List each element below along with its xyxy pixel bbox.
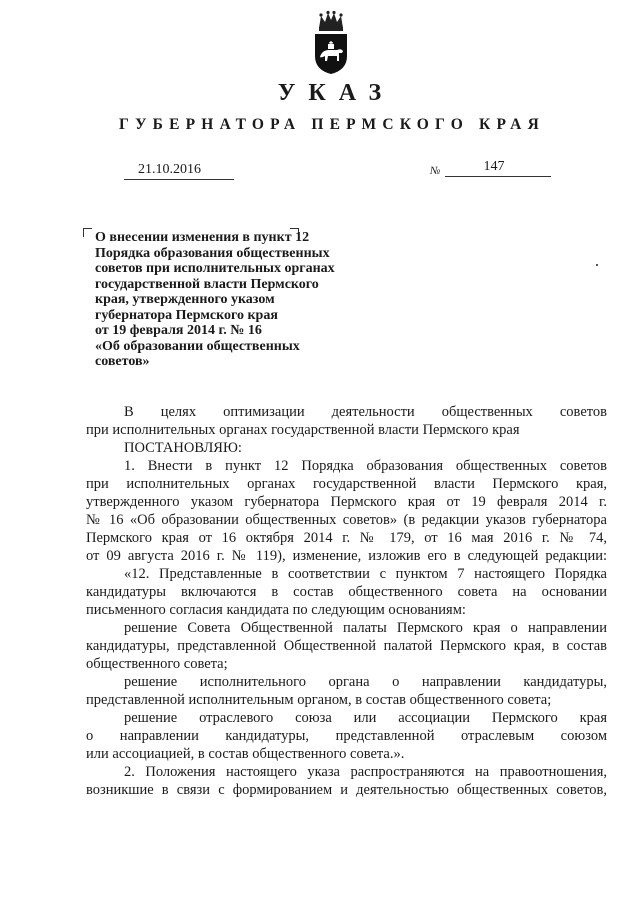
document-issuer: ГУБЕРНАТОРА ПЕРМСКОГО КРАЯ — [119, 116, 545, 133]
subject-line: края, утвержденного указом — [95, 292, 275, 307]
body-line: ПОСТАНОВЛЯЮ: — [124, 440, 242, 456]
subject-line: Порядка образования общественных — [95, 245, 330, 261]
body-line: решение отраслевого союза или ассоциации Пермского края — [124, 710, 607, 726]
subject-line: советов при исполнительных органах — [95, 261, 335, 276]
document-number: 147 — [445, 157, 551, 177]
body-line: утвержденного указом губернатора Пермского края от 19 февраля 2014 г. — [86, 494, 607, 510]
coat-of-arms-icon — [310, 10, 352, 76]
body-line: при исполнительных органах государственной власти Пермского края, — [86, 476, 607, 492]
body-line: от 09 августа 2016 г. № 119), изменение, изложив его в следующей редакции: — [86, 548, 607, 564]
scan-speck — [596, 264, 598, 266]
subject-corner-left — [83, 228, 92, 237]
subject-line: губернатора Пермского края — [95, 307, 278, 323]
body-line: представленной исполнительным органом, в состав общественного совета; — [86, 692, 552, 708]
body-line: кандидатуры включаются в состав общественного совета на основании — [86, 584, 607, 600]
body-line: 1. Внести в пункт 12 Порядка образования общественных советов — [124, 458, 607, 474]
body-line: о направлении кандидатуры, представленной отраслевым союзом — [86, 728, 607, 744]
body-line: или ассоциацией, в состав общественного совета.». — [86, 746, 405, 762]
document-date: 21.10.2016 — [124, 160, 234, 180]
decree-body — [86, 403, 607, 799]
subject-line: советов» — [95, 354, 150, 369]
subject-line: О внесении изменения в пункт 12 — [95, 230, 310, 245]
number-label: № — [430, 165, 441, 177]
body-line: письменного согласия кандидата по следующим основаниям: — [86, 602, 466, 618]
body-line: «12. Представленные в соответствии с пунктом 7 настоящего Порядка — [124, 566, 607, 582]
body-line: возникшие в связи с формированием и деятельностью общественных советов, — [86, 782, 607, 798]
body-line: общественного совета; — [86, 656, 228, 672]
body-line: решение исполнительного органа о направлении кандидатуры, — [124, 674, 607, 690]
body-line: 2. Положения настоящего указа распространяются на правоотношения, — [124, 764, 607, 780]
body-line: № 16 «Об образовании общественных советов» (в редакции указов губернатора — [86, 512, 607, 528]
body-line: кандидатуры, представленной Общественной палатой Пермского края, в состав — [86, 638, 607, 654]
body-line: при исполнительных органах государственной власти Пермского края — [86, 422, 520, 438]
subject-line: государственной власти Пермского — [95, 276, 319, 292]
subject-line: от 19 февраля 2014 г. № 16 — [95, 323, 262, 338]
subject-heading — [95, 230, 385, 370]
body-line: Пермского края от 16 октября 2014 г. № 179, от 16 мая 2016 г. № 74, — [86, 530, 607, 546]
document-title: УКАЗ — [277, 80, 395, 106]
body-line: решение Совета Общественной палаты Пермского края о направлении — [124, 620, 607, 636]
subject-line: «Об образовании общественных — [95, 338, 300, 354]
body-line: В целях оптимизации деятельности общественных советов — [124, 404, 607, 420]
